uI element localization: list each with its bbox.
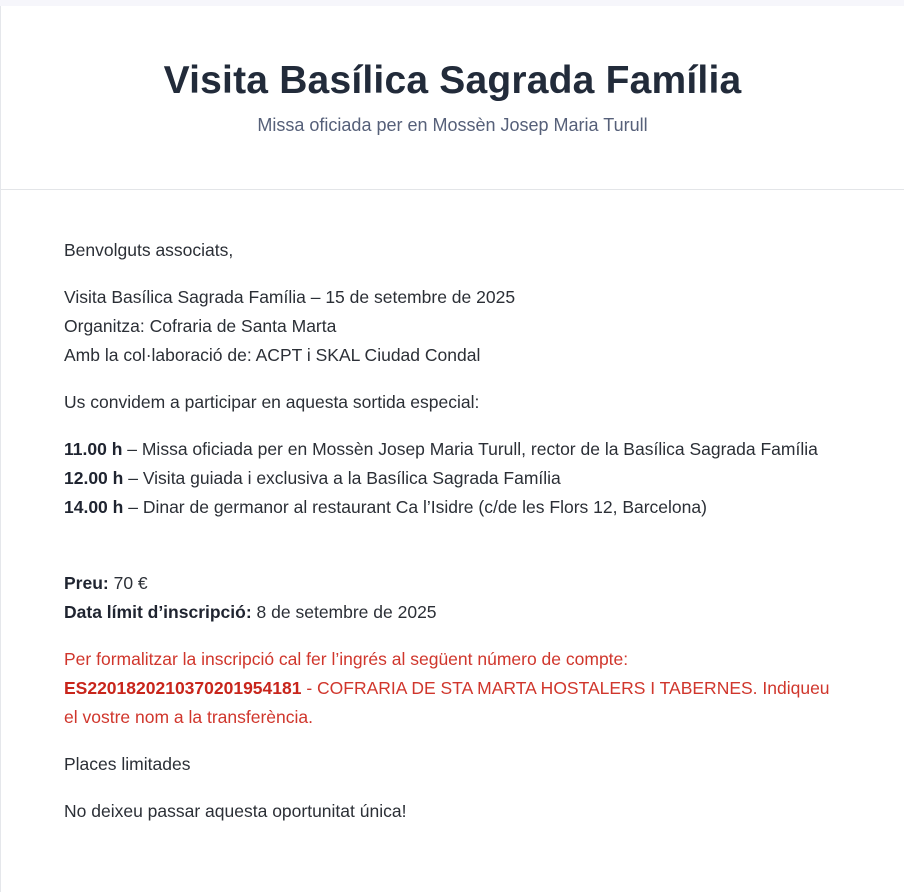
email-card [0,6,904,892]
deadline-value: 8 de setembre de 2025 [251,602,437,622]
page-title: Visita Basílica Sagrada Família [163,59,742,102]
payment-intro: Per formalitzar la inscripció cal fer l’ingrés al següent número de compte: [64,649,629,669]
price-label: Preu: [64,573,109,593]
collaboration-line: Amb la col·laboració de: ACPT i SKAL Ciudad Condal [64,345,481,365]
limited-places: Places limitades [64,754,191,774]
price-value: 70 € [108,573,148,593]
greeting: Benvolguts associats, [64,240,234,260]
page-subtitle: Missa oficiada per en Mossèn Josep Maria Turull [257,115,648,135]
closing-text: No deixeu passar aquesta oportunitat única! [64,801,407,821]
price-deadline [64,569,841,627]
event-info [64,283,841,370]
header [1,6,904,190]
schedule-text: – Dinar de germanor al restaurant Ca l’Isidre (c/de les Flors 12, Barcelona) [123,497,707,517]
payment-instructions [64,645,841,732]
schedule-text: – Visita guiada i exclusiva a la Basílica Sagrada Família [123,468,561,488]
invite-text: Us convidem a participar en aquesta sortida especial: [64,392,480,412]
organizer-line: Organitza: Cofraria de Santa Marta [64,316,337,336]
iban: ES2201820210370201954181 [64,678,302,698]
schedule-time: 11.00 h [64,439,123,459]
deadline-label: Data límit d’inscripció: [64,602,252,622]
schedule-time: 12.00 h [64,468,124,488]
schedule-time: 14.00 h [64,497,124,517]
message-body [1,190,904,826]
schedule-text: – Missa oficiada per en Mossèn Josep Maria Turull, rector de la Basílica Sagrada Família [122,439,818,459]
event-info-line: Visita Basílica Sagrada Família – 15 de setembre de 2025 [64,287,516,307]
schedule [64,435,841,522]
payment-recipient: - COFRARIA DE STA MARTA HOSTALERS I TABERNES. Indiqueu el vostre nom a la transferència. [64,678,830,727]
